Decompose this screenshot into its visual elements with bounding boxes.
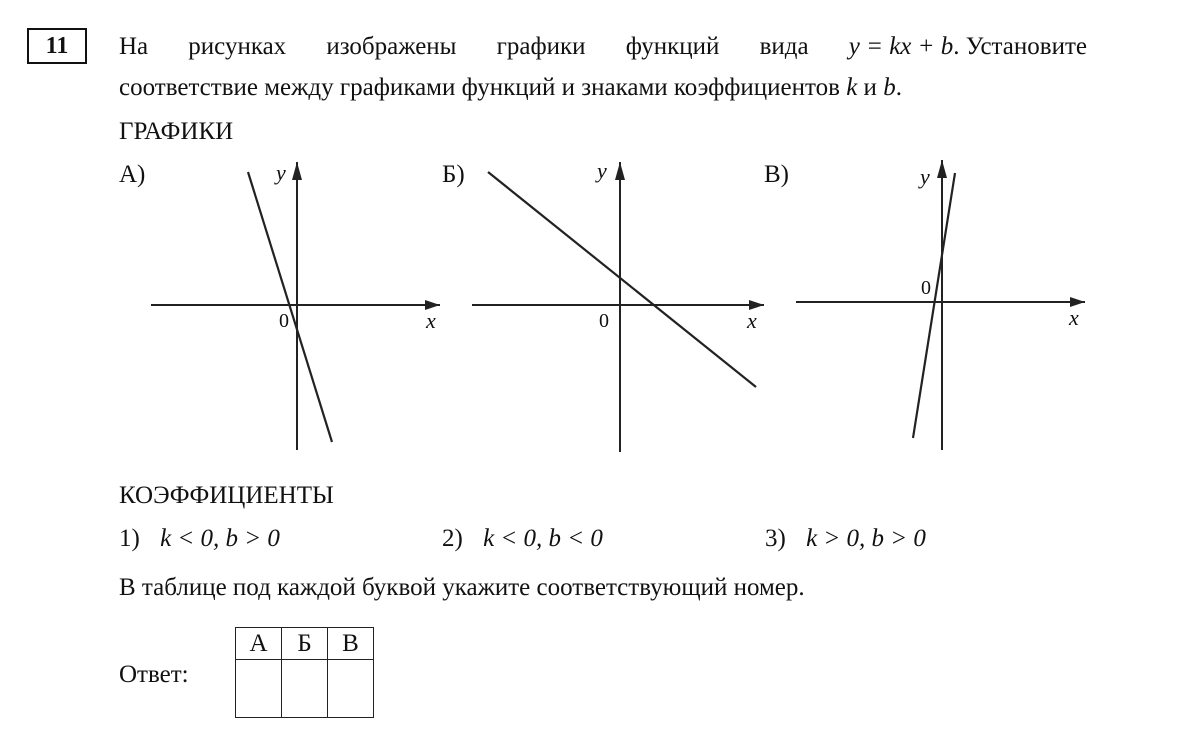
option-3 bbox=[765, 524, 926, 554]
answer-cell-v[interactable] bbox=[328, 660, 374, 718]
word: вида bbox=[759, 33, 809, 60]
coefficients-heading: КОЭФФИЦИЕНТЫ bbox=[119, 482, 334, 509]
var-b: b bbox=[883, 74, 896, 101]
period: . bbox=[895, 74, 902, 101]
option-2 bbox=[442, 524, 603, 554]
y-axis-label: y bbox=[597, 158, 607, 183]
word: графики bbox=[496, 33, 586, 60]
option-1 bbox=[119, 524, 280, 554]
instruction: В таблице под каждой буквой укажите соответствующий номер. bbox=[119, 574, 805, 601]
word: рисунках bbox=[188, 33, 287, 60]
option-number: 3) bbox=[765, 525, 786, 552]
answer-cell-b[interactable] bbox=[282, 660, 328, 718]
option-text: k > 0, b > 0 bbox=[806, 525, 926, 552]
answer-header-v: В bbox=[328, 628, 374, 660]
answer-header-a: А bbox=[236, 628, 282, 660]
task-number: 11 bbox=[27, 28, 87, 64]
word: На bbox=[119, 33, 149, 60]
answer-input-row bbox=[236, 660, 374, 718]
x-axis-label: x bbox=[1069, 305, 1079, 330]
statement-text: соответствие между графиками функций и знаками коэффициентов bbox=[119, 74, 840, 101]
origin-label: 0 bbox=[599, 310, 609, 332]
y-axis-arrow bbox=[937, 160, 947, 178]
origin-label: 0 bbox=[279, 310, 289, 332]
function-line bbox=[913, 173, 955, 438]
x-axis-label: x bbox=[426, 308, 436, 333]
word: изображены bbox=[326, 33, 457, 60]
word: функций bbox=[625, 33, 720, 60]
statement-tail: . Установите bbox=[953, 33, 1087, 60]
option-number: 1) bbox=[119, 525, 140, 552]
graph-b-letter: Б) bbox=[442, 161, 465, 188]
origin-label: 0 bbox=[921, 277, 931, 299]
option-number: 2) bbox=[442, 525, 463, 552]
graph-a-letter: А) bbox=[119, 161, 146, 188]
formula: y = kx + b bbox=[848, 33, 954, 60]
answer-header-row bbox=[236, 628, 374, 660]
y-axis-label: y bbox=[920, 164, 930, 189]
answer-label: Ответ: bbox=[119, 661, 189, 688]
graph-v-letter: В) bbox=[764, 161, 789, 188]
graphs-heading: ГРАФИКИ bbox=[119, 118, 234, 145]
option-text: k < 0, b > 0 bbox=[160, 525, 280, 552]
answer-cell-a[interactable] bbox=[236, 660, 282, 718]
var-k: k bbox=[846, 74, 858, 101]
answer-table bbox=[235, 627, 374, 718]
option-text: k < 0, b < 0 bbox=[483, 525, 603, 552]
x-axis-label: x bbox=[747, 308, 757, 333]
and-word: и bbox=[863, 74, 877, 101]
y-axis-label: y bbox=[276, 160, 286, 185]
answer-header-b: Б bbox=[282, 628, 328, 660]
